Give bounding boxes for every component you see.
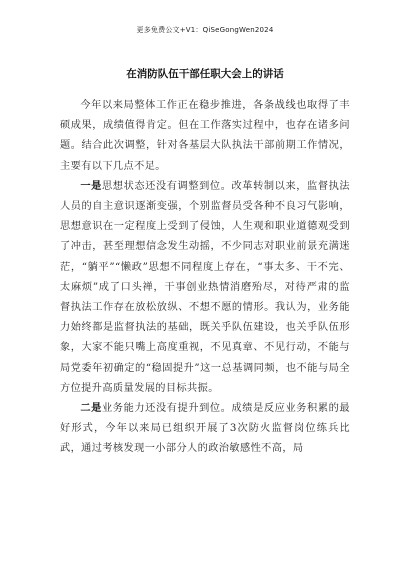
point-one-paragraph	[60, 177, 350, 399]
point-one-text: 思想状态还没有调整到位。改革转制以来，监督执法人员的自主意识逐渐变强，个别监督员受各种不良习气影响，思想意识在一定程度上受到了侵蚀，人生观和职业道德观受到了冲击，甚至理想信念发生动摇，不少同志对职业前景充满迷茫，“躺平”“懒政”思想不同程度上存在，“事太多、干不完、太麻烦”成了口头禅，干事创业热情消磨殆尽，对待严肃的监督执法工作存在放松放纵、不想不愿的情形。我认为，业务能力始终都是监督执法的基础，既关乎队伍建设，也关乎队伍形象，大家不能只嘴上高度重视，不见真章、不见行动，不能与局党委年初确定的“稳固提升”这一总基调同频，也不能与局全方位提升高质量发展的目标共振。	[60, 180, 350, 394]
document-title: 在消防队伍干部任职大会上的讲话	[126, 68, 284, 80]
document-body	[60, 96, 350, 460]
intro-paragraph: 今年以来局整体工作正在稳步推进，各条战线也取得了丰硕成果，成绩值得肯定。但在工作落实过程中，也存在诸多问题。结合此次调整，针对各基层大队执法干部前期工作情况，主要有以下几点不足。	[60, 100, 350, 172]
point-one-lead: 一是	[80, 180, 102, 192]
point-two-text: 业务能力还没有提升到位。成绩是反应业务积累的最好形式，今年以来局已组织开展了3次防火监督岗位练兵比武，通过考核发现一小部分人的政治敏感性不高，局	[60, 403, 350, 455]
point-two-lead: 二是	[80, 403, 102, 415]
header-note: 更多免费公文+V1：QiSeGongWen2024	[136, 26, 274, 34]
point-two-paragraph	[60, 399, 350, 460]
